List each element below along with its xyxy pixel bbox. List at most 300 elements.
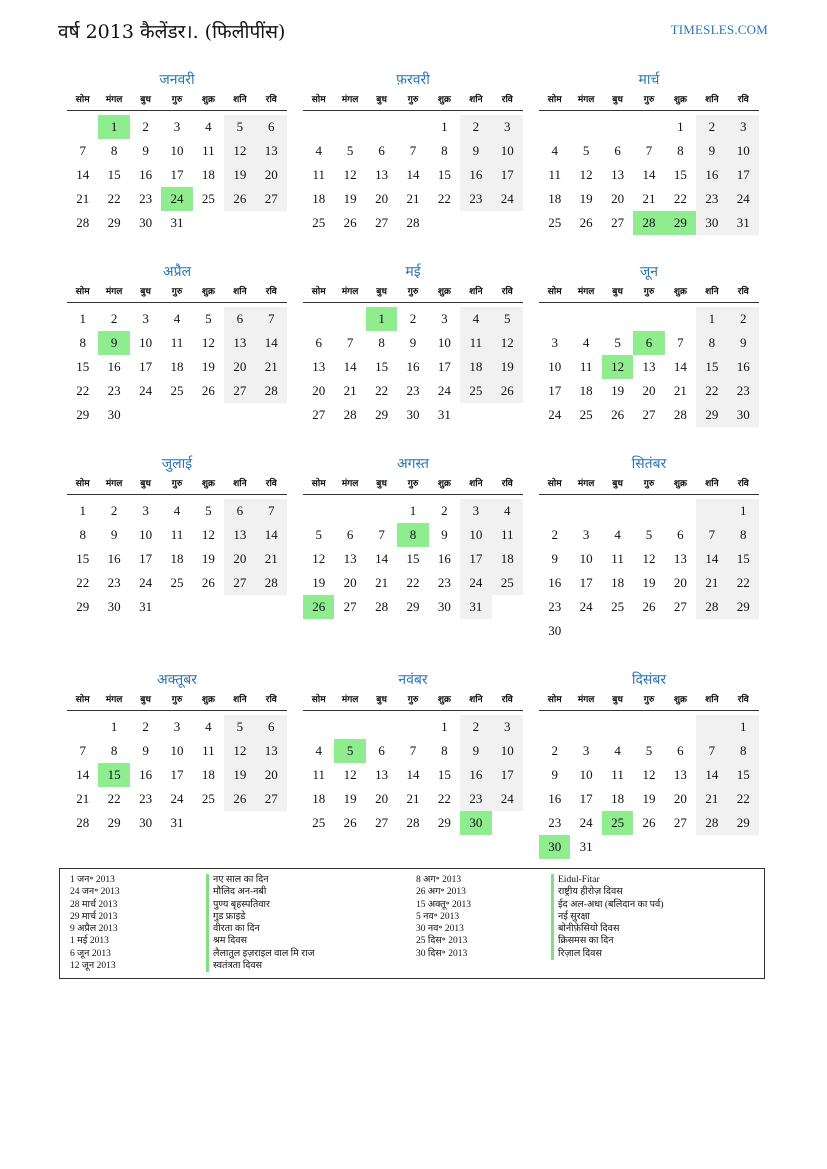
day-cell[interactable]: 13 bbox=[673, 767, 687, 782]
day-cell[interactable]: 15 bbox=[76, 551, 90, 566]
day-cell[interactable]: 14 bbox=[696, 763, 727, 787]
day-cell[interactable]: 23 bbox=[139, 191, 153, 206]
day-cell[interactable]: 8 bbox=[441, 143, 448, 158]
day-cell[interactable]: 11 bbox=[492, 523, 523, 547]
day-cell[interactable]: 22 bbox=[728, 571, 759, 595]
day-cell[interactable]: 21 bbox=[375, 575, 389, 590]
day-cell[interactable]: 28 bbox=[696, 811, 727, 835]
day-cell[interactable]: 4 bbox=[173, 311, 181, 326]
day-cell[interactable]: 21 bbox=[673, 383, 687, 398]
day-cell[interactable]: 22 bbox=[437, 191, 451, 206]
day-cell[interactable]: 7 bbox=[79, 743, 86, 758]
day-cell[interactable]: 5 bbox=[492, 307, 523, 331]
day-cell[interactable]: 1 bbox=[79, 503, 86, 518]
day-cell[interactable]: 22 bbox=[107, 191, 121, 206]
day-cell[interactable]: 8 bbox=[696, 331, 727, 355]
day-cell[interactable]: 11 bbox=[548, 167, 561, 182]
day-cell[interactable]: 12 bbox=[343, 767, 357, 782]
day-cell[interactable]: 25 bbox=[201, 791, 215, 806]
day-cell[interactable]: 12 bbox=[343, 167, 357, 182]
day-cell[interactable]: 27 bbox=[343, 599, 357, 614]
day-cell[interactable]: 1 bbox=[728, 499, 759, 523]
day-cell[interactable]: 30 bbox=[728, 403, 759, 427]
day-cell[interactable]: 3 bbox=[173, 119, 181, 134]
day-cell[interactable]: 1 bbox=[98, 115, 129, 139]
day-cell[interactable]: 10 bbox=[548, 359, 562, 374]
day-cell[interactable]: 8 bbox=[110, 743, 118, 758]
day-cell[interactable]: 10 bbox=[579, 767, 593, 782]
day-cell[interactable]: 22 bbox=[107, 791, 121, 806]
day-cell[interactable]: 28 bbox=[696, 595, 727, 619]
day-cell[interactable]: 10 bbox=[437, 335, 451, 350]
day-cell[interactable]: 6 bbox=[346, 527, 354, 542]
day-cell[interactable]: 26 bbox=[579, 215, 593, 230]
day-cell[interactable]: 3 bbox=[441, 311, 448, 326]
day-cell[interactable]: 14 bbox=[375, 551, 389, 566]
day-cell[interactable]: 19 bbox=[201, 359, 215, 374]
day-cell[interactable]: 25 bbox=[602, 811, 633, 835]
day-cell[interactable]: 29 bbox=[728, 595, 759, 619]
day-cell[interactable]: 15 bbox=[696, 355, 727, 379]
day-cell[interactable]: 30 bbox=[548, 623, 562, 638]
day-cell[interactable]: 17 bbox=[728, 163, 759, 187]
day-cell[interactable]: 6 bbox=[256, 115, 287, 139]
day-cell[interactable]: 27 bbox=[312, 407, 326, 422]
day-cell[interactable]: 10 bbox=[728, 139, 759, 163]
day-cell[interactable]: 31 bbox=[460, 595, 491, 619]
day-cell[interactable]: 21 bbox=[406, 191, 420, 206]
day-cell[interactable]: 18 bbox=[201, 167, 215, 182]
day-cell[interactable]: 21 bbox=[642, 191, 656, 206]
day-cell[interactable]: 8 bbox=[728, 739, 759, 763]
day-cell[interactable]: 23 bbox=[548, 815, 562, 830]
day-cell[interactable]: 7 bbox=[409, 143, 417, 158]
day-cell[interactable]: 13 bbox=[375, 167, 389, 182]
day-cell[interactable]: 30 bbox=[696, 211, 727, 235]
day-cell[interactable]: 28 bbox=[673, 407, 687, 422]
day-cell[interactable]: 2 bbox=[696, 115, 727, 139]
day-cell[interactable]: 31 bbox=[139, 599, 153, 614]
day-cell[interactable]: 12 bbox=[492, 331, 523, 355]
day-cell[interactable]: 5 bbox=[645, 527, 653, 542]
day-cell[interactable]: 16 bbox=[548, 791, 562, 806]
day-cell[interactable]: 22 bbox=[406, 575, 420, 590]
day-cell[interactable]: 10 bbox=[170, 143, 184, 158]
day-cell[interactable]: 7 bbox=[79, 143, 86, 158]
day-cell[interactable]: 1 bbox=[677, 119, 684, 134]
day-cell[interactable]: 30 bbox=[460, 811, 491, 835]
day-cell[interactable]: 3 bbox=[492, 715, 523, 739]
day-cell[interactable]: 4 bbox=[582, 335, 590, 350]
day-cell[interactable]: 29 bbox=[696, 403, 727, 427]
day-cell[interactable]: 22 bbox=[437, 791, 451, 806]
day-cell[interactable]: 10 bbox=[492, 139, 523, 163]
day-cell[interactable]: 7 bbox=[256, 307, 287, 331]
day-cell[interactable]: 12 bbox=[201, 335, 215, 350]
day-cell[interactable]: 18 bbox=[170, 359, 184, 374]
day-cell[interactable]: 19 bbox=[312, 575, 326, 590]
day-cell[interactable]: 4 bbox=[205, 119, 212, 134]
day-cell[interactable]: 29 bbox=[107, 815, 121, 830]
day-cell[interactable]: 20 bbox=[224, 547, 255, 571]
day-cell[interactable]: 9 bbox=[98, 331, 129, 355]
day-cell[interactable]: 24 bbox=[548, 407, 562, 422]
day-cell[interactable]: 14 bbox=[673, 359, 687, 374]
day-cell[interactable]: 27 bbox=[256, 787, 287, 811]
day-cell[interactable]: 30 bbox=[539, 835, 570, 859]
day-cell[interactable]: 26 bbox=[303, 595, 334, 619]
day-cell[interactable]: 4 bbox=[315, 743, 322, 758]
day-cell[interactable]: 1 bbox=[409, 503, 417, 518]
day-cell[interactable]: 16 bbox=[107, 551, 121, 566]
day-cell[interactable]: 5 bbox=[645, 743, 653, 758]
day-cell[interactable]: 18 bbox=[312, 191, 326, 206]
day-cell[interactable]: 20 bbox=[224, 355, 255, 379]
day-cell[interactable]: 28 bbox=[406, 815, 420, 830]
day-cell[interactable]: 24 bbox=[161, 187, 192, 211]
day-cell[interactable]: 30 bbox=[437, 599, 451, 614]
day-cell[interactable]: 21 bbox=[406, 791, 420, 806]
day-cell[interactable]: 16 bbox=[460, 163, 491, 187]
day-cell[interactable]: 1 bbox=[110, 719, 118, 734]
day-cell[interactable]: 3 bbox=[582, 527, 590, 542]
day-cell[interactable]: 2 bbox=[110, 503, 118, 518]
day-cell[interactable]: 9 bbox=[696, 139, 727, 163]
day-cell[interactable]: 15 bbox=[673, 167, 687, 182]
day-cell[interactable]: 19 bbox=[201, 551, 215, 566]
day-cell[interactable]: 13 bbox=[224, 331, 255, 355]
day-cell[interactable]: 29 bbox=[76, 407, 90, 422]
day-cell[interactable]: 24 bbox=[728, 187, 759, 211]
day-cell[interactable]: 7 bbox=[409, 743, 417, 758]
day-cell[interactable]: 2 bbox=[728, 307, 759, 331]
day-cell[interactable]: 23 bbox=[139, 791, 153, 806]
day-cell[interactable]: 18 bbox=[611, 791, 625, 806]
day-cell[interactable]: 9 bbox=[142, 143, 149, 158]
day-cell[interactable]: 12 bbox=[224, 139, 255, 163]
day-cell[interactable]: 13 bbox=[256, 739, 287, 763]
day-cell[interactable]: 9 bbox=[551, 767, 558, 782]
day-cell[interactable]: 29 bbox=[728, 811, 759, 835]
day-cell[interactable]: 11 bbox=[611, 767, 624, 782]
day-cell[interactable]: 13 bbox=[375, 767, 389, 782]
day-cell[interactable]: 15 bbox=[437, 167, 451, 182]
day-cell[interactable]: 23 bbox=[548, 599, 562, 614]
day-cell[interactable]: 20 bbox=[343, 575, 357, 590]
day-cell[interactable]: 20 bbox=[611, 191, 625, 206]
day-cell[interactable]: 16 bbox=[728, 355, 759, 379]
day-cell[interactable]: 2 bbox=[409, 311, 417, 326]
day-cell[interactable]: 10 bbox=[170, 743, 184, 758]
day-cell[interactable]: 8 bbox=[728, 523, 759, 547]
day-cell[interactable]: 31 bbox=[170, 215, 184, 230]
day-cell[interactable]: 10 bbox=[492, 739, 523, 763]
day-cell[interactable]: 15 bbox=[406, 551, 420, 566]
day-cell[interactable]: 8 bbox=[441, 743, 448, 758]
day-cell[interactable]: 24 bbox=[139, 383, 153, 398]
day-cell[interactable]: 11 bbox=[460, 331, 491, 355]
day-cell[interactable]: 24 bbox=[492, 787, 523, 811]
day-cell[interactable]: 9 bbox=[728, 331, 759, 355]
day-cell[interactable]: 13 bbox=[343, 551, 357, 566]
day-cell[interactable]: 12 bbox=[602, 355, 633, 379]
day-cell[interactable]: 19 bbox=[224, 163, 255, 187]
day-cell[interactable]: 13 bbox=[312, 359, 326, 374]
day-cell[interactable]: 31 bbox=[170, 815, 184, 830]
day-cell[interactable]: 1 bbox=[79, 311, 86, 326]
day-cell[interactable]: 13 bbox=[256, 139, 287, 163]
day-cell[interactable]: 1 bbox=[441, 719, 448, 734]
day-cell[interactable]: 24 bbox=[139, 575, 153, 590]
day-cell[interactable]: 23 bbox=[107, 575, 121, 590]
day-cell[interactable]: 6 bbox=[677, 743, 684, 758]
day-cell[interactable]: 25 bbox=[201, 191, 215, 206]
day-cell[interactable]: 23 bbox=[460, 187, 491, 211]
day-cell[interactable]: 5 bbox=[315, 527, 322, 542]
day-cell[interactable]: 9 bbox=[460, 139, 491, 163]
day-cell[interactable]: 5 bbox=[224, 115, 255, 139]
day-cell[interactable]: 3 bbox=[142, 503, 149, 518]
day-cell[interactable]: 23 bbox=[107, 383, 121, 398]
day-cell[interactable]: 15 bbox=[728, 763, 759, 787]
day-cell[interactable]: 18 bbox=[579, 383, 593, 398]
day-cell[interactable]: 20 bbox=[642, 383, 656, 398]
day-cell[interactable]: 17 bbox=[170, 767, 184, 782]
day-cell[interactable]: 4 bbox=[205, 719, 212, 734]
day-cell[interactable]: 31 bbox=[728, 211, 759, 235]
day-cell[interactable]: 21 bbox=[256, 547, 287, 571]
day-cell[interactable]: 1 bbox=[366, 307, 397, 331]
day-cell[interactable]: 25 bbox=[170, 575, 184, 590]
day-cell[interactable]: 18 bbox=[548, 191, 562, 206]
day-cell[interactable]: 28 bbox=[633, 211, 664, 235]
day-cell[interactable]: 6 bbox=[633, 331, 664, 355]
day-cell[interactable]: 5 bbox=[582, 143, 590, 158]
day-cell[interactable]: 17 bbox=[139, 359, 153, 374]
day-cell[interactable]: 27 bbox=[642, 407, 656, 422]
day-cell[interactable]: 21 bbox=[696, 571, 727, 595]
day-cell[interactable]: 30 bbox=[139, 215, 153, 230]
day-cell[interactable]: 6 bbox=[224, 307, 255, 331]
day-cell[interactable]: 7 bbox=[696, 739, 727, 763]
day-cell[interactable]: 8 bbox=[378, 335, 385, 350]
day-cell[interactable]: 19 bbox=[611, 383, 625, 398]
day-cell[interactable]: 14 bbox=[256, 331, 287, 355]
day-cell[interactable]: 2 bbox=[110, 311, 118, 326]
day-cell[interactable]: 16 bbox=[437, 551, 451, 566]
day-cell[interactable]: 24 bbox=[579, 599, 593, 614]
day-cell[interactable]: 14 bbox=[406, 167, 420, 182]
day-cell[interactable]: 4 bbox=[173, 503, 181, 518]
day-cell[interactable]: 11 bbox=[579, 359, 593, 374]
day-cell[interactable]: 4 bbox=[551, 143, 558, 158]
day-cell[interactable]: 29 bbox=[76, 599, 90, 614]
day-cell[interactable]: 5 bbox=[205, 503, 212, 518]
day-cell[interactable]: 10 bbox=[579, 551, 593, 566]
day-cell[interactable]: 7 bbox=[378, 527, 385, 542]
day-cell[interactable]: 17 bbox=[170, 167, 184, 182]
day-cell[interactable]: 9 bbox=[110, 527, 118, 542]
day-cell[interactable]: 24 bbox=[460, 571, 491, 595]
day-cell[interactable]: 17 bbox=[460, 547, 491, 571]
day-cell[interactable]: 29 bbox=[375, 407, 389, 422]
day-cell[interactable]: 22 bbox=[673, 191, 687, 206]
day-cell[interactable]: 4 bbox=[315, 143, 322, 158]
day-cell[interactable]: 1 bbox=[728, 715, 759, 739]
day-cell[interactable]: 23 bbox=[696, 187, 727, 211]
day-cell[interactable]: 26 bbox=[224, 187, 255, 211]
day-cell[interactable]: 23 bbox=[460, 787, 491, 811]
day-cell[interactable]: 4 bbox=[614, 743, 621, 758]
day-cell[interactable]: 27 bbox=[375, 815, 389, 830]
day-cell[interactable]: 6 bbox=[256, 715, 287, 739]
day-cell[interactable]: 22 bbox=[76, 575, 90, 590]
day-cell[interactable]: 14 bbox=[696, 547, 727, 571]
day-cell[interactable]: 22 bbox=[696, 379, 727, 403]
day-cell[interactable]: 6 bbox=[378, 743, 385, 758]
day-cell[interactable]: 27 bbox=[224, 571, 255, 595]
day-cell[interactable]: 9 bbox=[441, 527, 448, 542]
day-cell[interactable]: 24 bbox=[437, 383, 451, 398]
day-cell[interactable]: 5 bbox=[334, 739, 365, 763]
day-cell[interactable]: 14 bbox=[76, 167, 90, 182]
day-cell[interactable]: 12 bbox=[579, 167, 593, 182]
day-cell[interactable]: 20 bbox=[375, 191, 389, 206]
day-cell[interactable]: 27 bbox=[673, 599, 687, 614]
day-cell[interactable]: 31 bbox=[437, 407, 451, 422]
day-cell[interactable]: 14 bbox=[256, 523, 287, 547]
day-cell[interactable]: 16 bbox=[107, 359, 121, 374]
day-cell[interactable]: 28 bbox=[256, 571, 287, 595]
day-cell[interactable]: 22 bbox=[375, 383, 389, 398]
day-cell[interactable]: 29 bbox=[437, 815, 451, 830]
day-cell[interactable]: 29 bbox=[406, 599, 420, 614]
day-cell[interactable]: 4 bbox=[614, 527, 621, 542]
day-cell[interactable]: 19 bbox=[343, 191, 357, 206]
day-cell[interactable]: 30 bbox=[107, 599, 121, 614]
day-cell[interactable]: 2 bbox=[441, 503, 448, 518]
day-cell[interactable]: 28 bbox=[256, 379, 287, 403]
day-cell[interactable]: 30 bbox=[139, 815, 153, 830]
day-cell[interactable]: 7 bbox=[696, 523, 727, 547]
day-cell[interactable]: 3 bbox=[142, 311, 149, 326]
day-cell[interactable]: 5 bbox=[224, 715, 255, 739]
day-cell[interactable]: 23 bbox=[728, 379, 759, 403]
day-cell[interactable]: 29 bbox=[107, 215, 121, 230]
day-cell[interactable]: 16 bbox=[548, 575, 562, 590]
day-cell[interactable]: 20 bbox=[673, 575, 687, 590]
day-cell[interactable]: 15 bbox=[728, 547, 759, 571]
day-cell[interactable]: 5 bbox=[205, 311, 212, 326]
day-cell[interactable]: 24 bbox=[170, 791, 184, 806]
day-cell[interactable]: 6 bbox=[378, 143, 385, 158]
day-cell[interactable]: 9 bbox=[142, 743, 149, 758]
day-cell[interactable]: 29 bbox=[665, 211, 696, 235]
day-cell[interactable]: 20 bbox=[256, 163, 287, 187]
day-cell[interactable]: 13 bbox=[611, 167, 625, 182]
day-cell[interactable]: 11 bbox=[312, 767, 325, 782]
day-cell[interactable]: 28 bbox=[375, 599, 389, 614]
day-cell[interactable]: 7 bbox=[256, 499, 287, 523]
day-cell[interactable]: 15 bbox=[437, 767, 451, 782]
day-cell[interactable]: 10 bbox=[460, 523, 491, 547]
day-cell[interactable]: 27 bbox=[256, 187, 287, 211]
day-cell[interactable]: 12 bbox=[201, 527, 215, 542]
day-cell[interactable]: 19 bbox=[642, 575, 656, 590]
day-cell[interactable]: 17 bbox=[492, 763, 523, 787]
day-cell[interactable]: 20 bbox=[312, 383, 326, 398]
day-cell[interactable]: 26 bbox=[201, 383, 215, 398]
day-cell[interactable]: 9 bbox=[409, 335, 417, 350]
day-cell[interactable]: 25 bbox=[579, 407, 593, 422]
day-cell[interactable]: 6 bbox=[315, 335, 322, 350]
day-cell[interactable]: 4 bbox=[492, 499, 523, 523]
day-cell[interactable]: 28 bbox=[406, 215, 420, 230]
day-cell[interactable]: 14 bbox=[406, 767, 420, 782]
day-cell[interactable]: 6 bbox=[224, 499, 255, 523]
day-cell[interactable]: 26 bbox=[343, 815, 357, 830]
day-cell[interactable]: 25 bbox=[460, 379, 491, 403]
day-cell[interactable]: 20 bbox=[256, 763, 287, 787]
day-cell[interactable]: 2 bbox=[460, 715, 491, 739]
day-cell[interactable]: 21 bbox=[343, 383, 357, 398]
day-cell[interactable]: 17 bbox=[437, 359, 451, 374]
day-cell[interactable]: 2 bbox=[460, 115, 491, 139]
day-cell[interactable]: 28 bbox=[76, 215, 90, 230]
day-cell[interactable]: 6 bbox=[614, 143, 621, 158]
day-cell[interactable]: 8 bbox=[397, 523, 428, 547]
day-cell[interactable]: 27 bbox=[224, 379, 255, 403]
day-cell[interactable]: 30 bbox=[107, 407, 121, 422]
day-cell[interactable]: 18 bbox=[201, 767, 215, 782]
day-cell[interactable]: 21 bbox=[76, 191, 90, 206]
day-cell[interactable]: 23 bbox=[406, 383, 420, 398]
day-cell[interactable]: 3 bbox=[492, 115, 523, 139]
day-cell[interactable]: 26 bbox=[343, 215, 357, 230]
day-cell[interactable]: 25 bbox=[312, 215, 326, 230]
day-cell[interactable]: 16 bbox=[406, 359, 420, 374]
day-cell[interactable]: 19 bbox=[642, 791, 656, 806]
day-cell[interactable]: 11 bbox=[170, 335, 184, 350]
day-cell[interactable]: 26 bbox=[201, 575, 215, 590]
day-cell[interactable]: 18 bbox=[170, 551, 184, 566]
day-cell[interactable]: 22 bbox=[728, 787, 759, 811]
day-cell[interactable]: 16 bbox=[139, 167, 153, 182]
day-cell[interactable]: 4 bbox=[460, 307, 491, 331]
day-cell[interactable]: 25 bbox=[312, 815, 326, 830]
day-cell[interactable]: 26 bbox=[642, 599, 656, 614]
day-cell[interactable]: 12 bbox=[642, 551, 656, 566]
day-cell[interactable]: 27 bbox=[375, 215, 389, 230]
day-cell[interactable]: 5 bbox=[346, 143, 354, 158]
day-cell[interactable]: 19 bbox=[492, 355, 523, 379]
day-cell[interactable]: 8 bbox=[110, 143, 118, 158]
day-cell[interactable]: 19 bbox=[224, 763, 255, 787]
day-cell[interactable]: 23 bbox=[437, 575, 451, 590]
day-cell[interactable]: 24 bbox=[579, 815, 593, 830]
day-cell[interactable]: 15 bbox=[76, 359, 90, 374]
day-cell[interactable]: 11 bbox=[202, 743, 215, 758]
day-cell[interactable]: 7 bbox=[346, 335, 354, 350]
day-cell[interactable]: 16 bbox=[139, 767, 153, 782]
day-cell[interactable]: 8 bbox=[79, 335, 86, 350]
day-cell[interactable]: 11 bbox=[312, 167, 325, 182]
day-cell[interactable]: 9 bbox=[551, 551, 558, 566]
day-cell[interactable]: 25 bbox=[548, 215, 562, 230]
day-cell[interactable]: 3 bbox=[551, 335, 558, 350]
day-cell[interactable]: 21 bbox=[696, 787, 727, 811]
day-cell[interactable]: 14 bbox=[642, 167, 656, 182]
